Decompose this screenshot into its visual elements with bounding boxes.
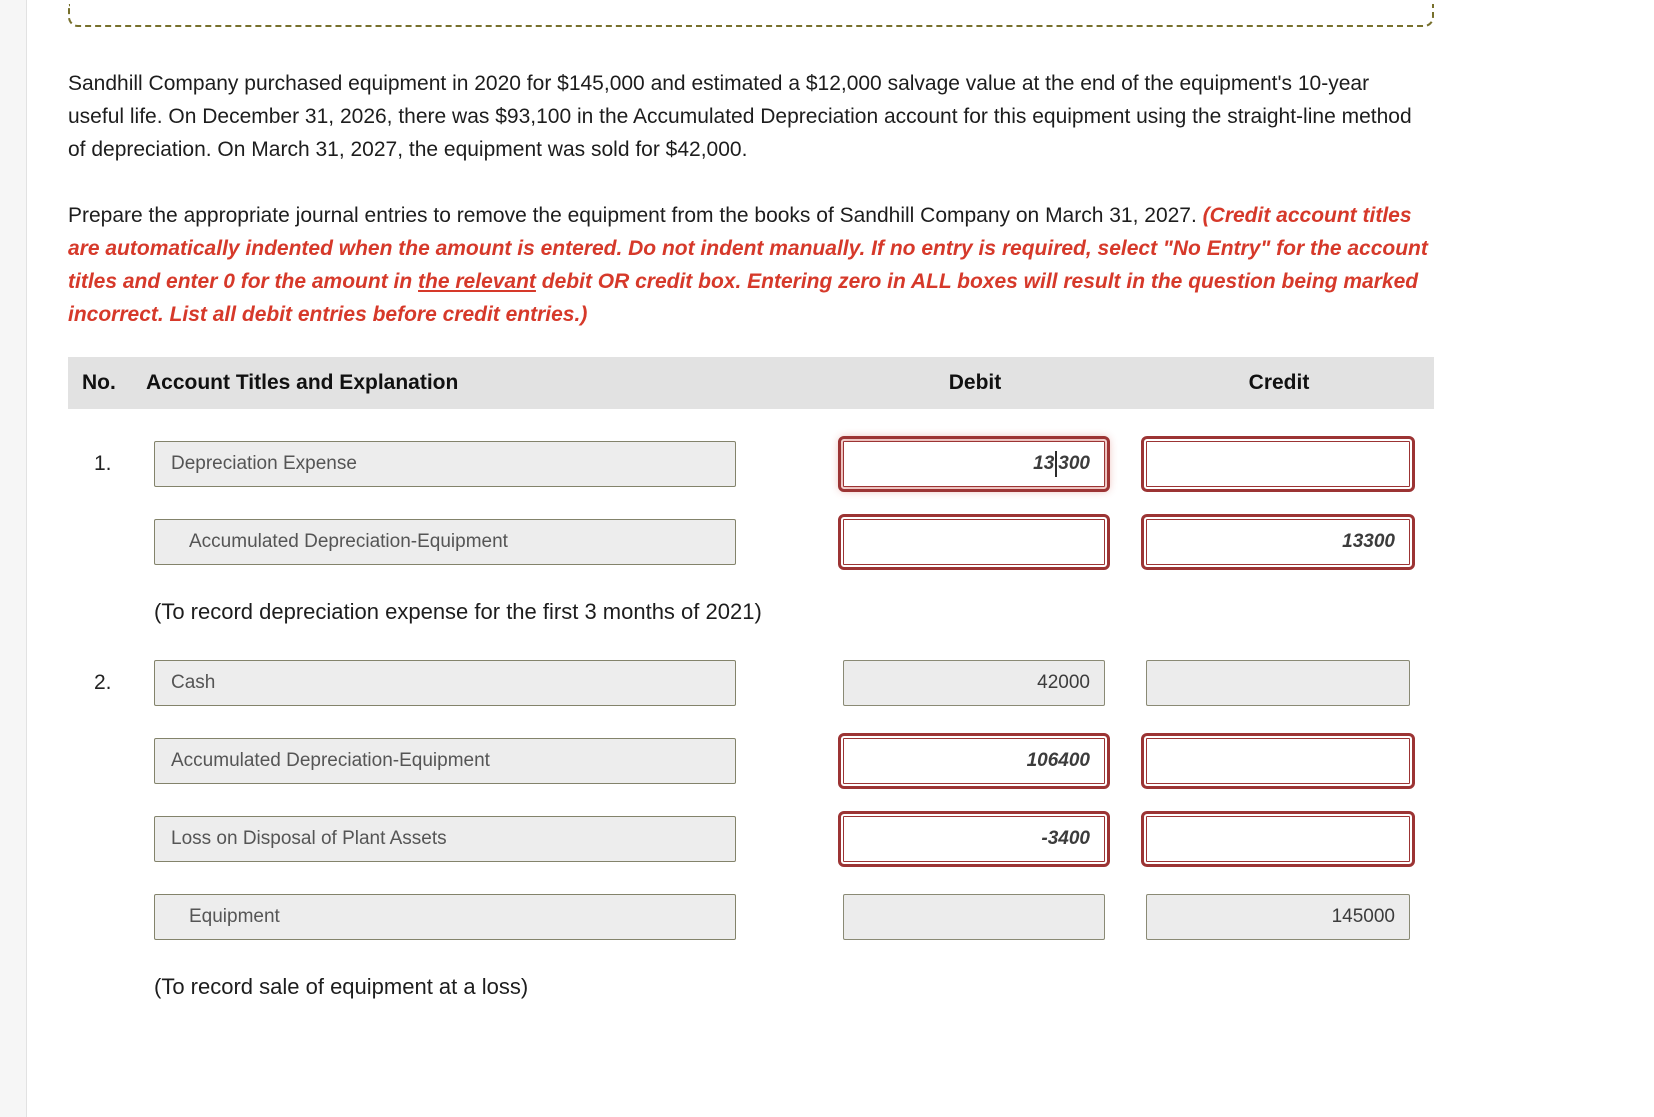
instruction-red-underlined-text: the relevant (418, 269, 536, 293)
journal-row (68, 441, 1434, 487)
instruction-red-text: (Credit account titles are automatically indented when the amount is entered. Do not indent manually. If no entry is required, select "No Entry" for the account titles and enter 0 for the amount in (68, 203, 1428, 293)
instruction-red-text: debit OR credit box. Entering zero in ALL boxes will result in the question being marked incorrect. List all debit entries before credit entries.) (68, 269, 1419, 327)
journal-row (68, 894, 1434, 940)
page-left-gutter (0, 0, 27, 1117)
text-cursor (1055, 451, 1057, 477)
debit-input[interactable]: -3400 (843, 816, 1105, 862)
credit-input[interactable] (1146, 816, 1410, 862)
debit-input[interactable]: 42000 (843, 660, 1105, 706)
column-header-account: Account Titles and Explanation (146, 371, 459, 395)
column-header-debit: Debit (948, 371, 1002, 395)
debit-value-before-cursor: 13 (1033, 453, 1055, 475)
account-title-field[interactable]: Depreciation Expense (154, 441, 736, 487)
journal-entry-table (68, 357, 1434, 1003)
entry-note-row (68, 970, 1434, 1003)
credit-input[interactable]: 13300 (1146, 519, 1410, 565)
journal-row (68, 738, 1434, 784)
account-title-field[interactable]: Accumulated Depreciation-Equipment (154, 738, 736, 784)
account-title-field[interactable]: Cash (154, 660, 736, 706)
column-header-no: No. (82, 371, 116, 395)
instruction-text (68, 199, 1428, 332)
account-title-field[interactable]: Equipment (154, 894, 736, 940)
instruction-plain-text: Prepare the appropriate journal entries to remove the equipment from the books of Sandhill Company on March 31, 2027. (68, 203, 1203, 227)
credit-input[interactable] (1146, 660, 1410, 706)
credit-input[interactable] (1146, 441, 1410, 487)
table-header-row (68, 357, 1434, 409)
entry-note-row (68, 595, 1434, 628)
debit-value-after-cursor: 300 (1058, 453, 1090, 475)
entry-number: 1. (94, 452, 112, 476)
entry-note: (To record sale of equipment at a loss) (154, 974, 529, 1000)
credit-input[interactable]: 145000 (1146, 894, 1410, 940)
entry-note: (To record depreciation expense for the first 3 months of 2021) (154, 599, 762, 625)
debit-input[interactable] (843, 894, 1105, 940)
problem-statement: Sandhill Company purchased equipment in 2020 for $145,000 and estimated a $12,000 salvage value at the end of the equipment's 10-year useful life. On December 31, 2026, there was $93,100 in the Accumulated Depreciation account for this equipment using the straight-line method of depreciation. On March 31, 2027, the equipment was sold for $42,000. (68, 72, 1412, 162)
journal-row (68, 816, 1434, 862)
account-title-field[interactable]: Loss on Disposal of Plant Assets (154, 816, 736, 862)
debit-input[interactable] (843, 441, 1105, 487)
top-dashed-border (68, 4, 1434, 27)
debit-input[interactable] (843, 519, 1105, 565)
journal-row (68, 519, 1434, 565)
entry-number: 2. (94, 671, 112, 695)
debit-input[interactable]: 106400 (843, 738, 1105, 784)
credit-input[interactable] (1146, 738, 1410, 784)
question-panel (28, 0, 1448, 1003)
journal-row (68, 660, 1434, 706)
column-header-credit: Credit (1248, 371, 1310, 395)
account-title-field[interactable]: Accumulated Depreciation-Equipment (154, 519, 736, 565)
